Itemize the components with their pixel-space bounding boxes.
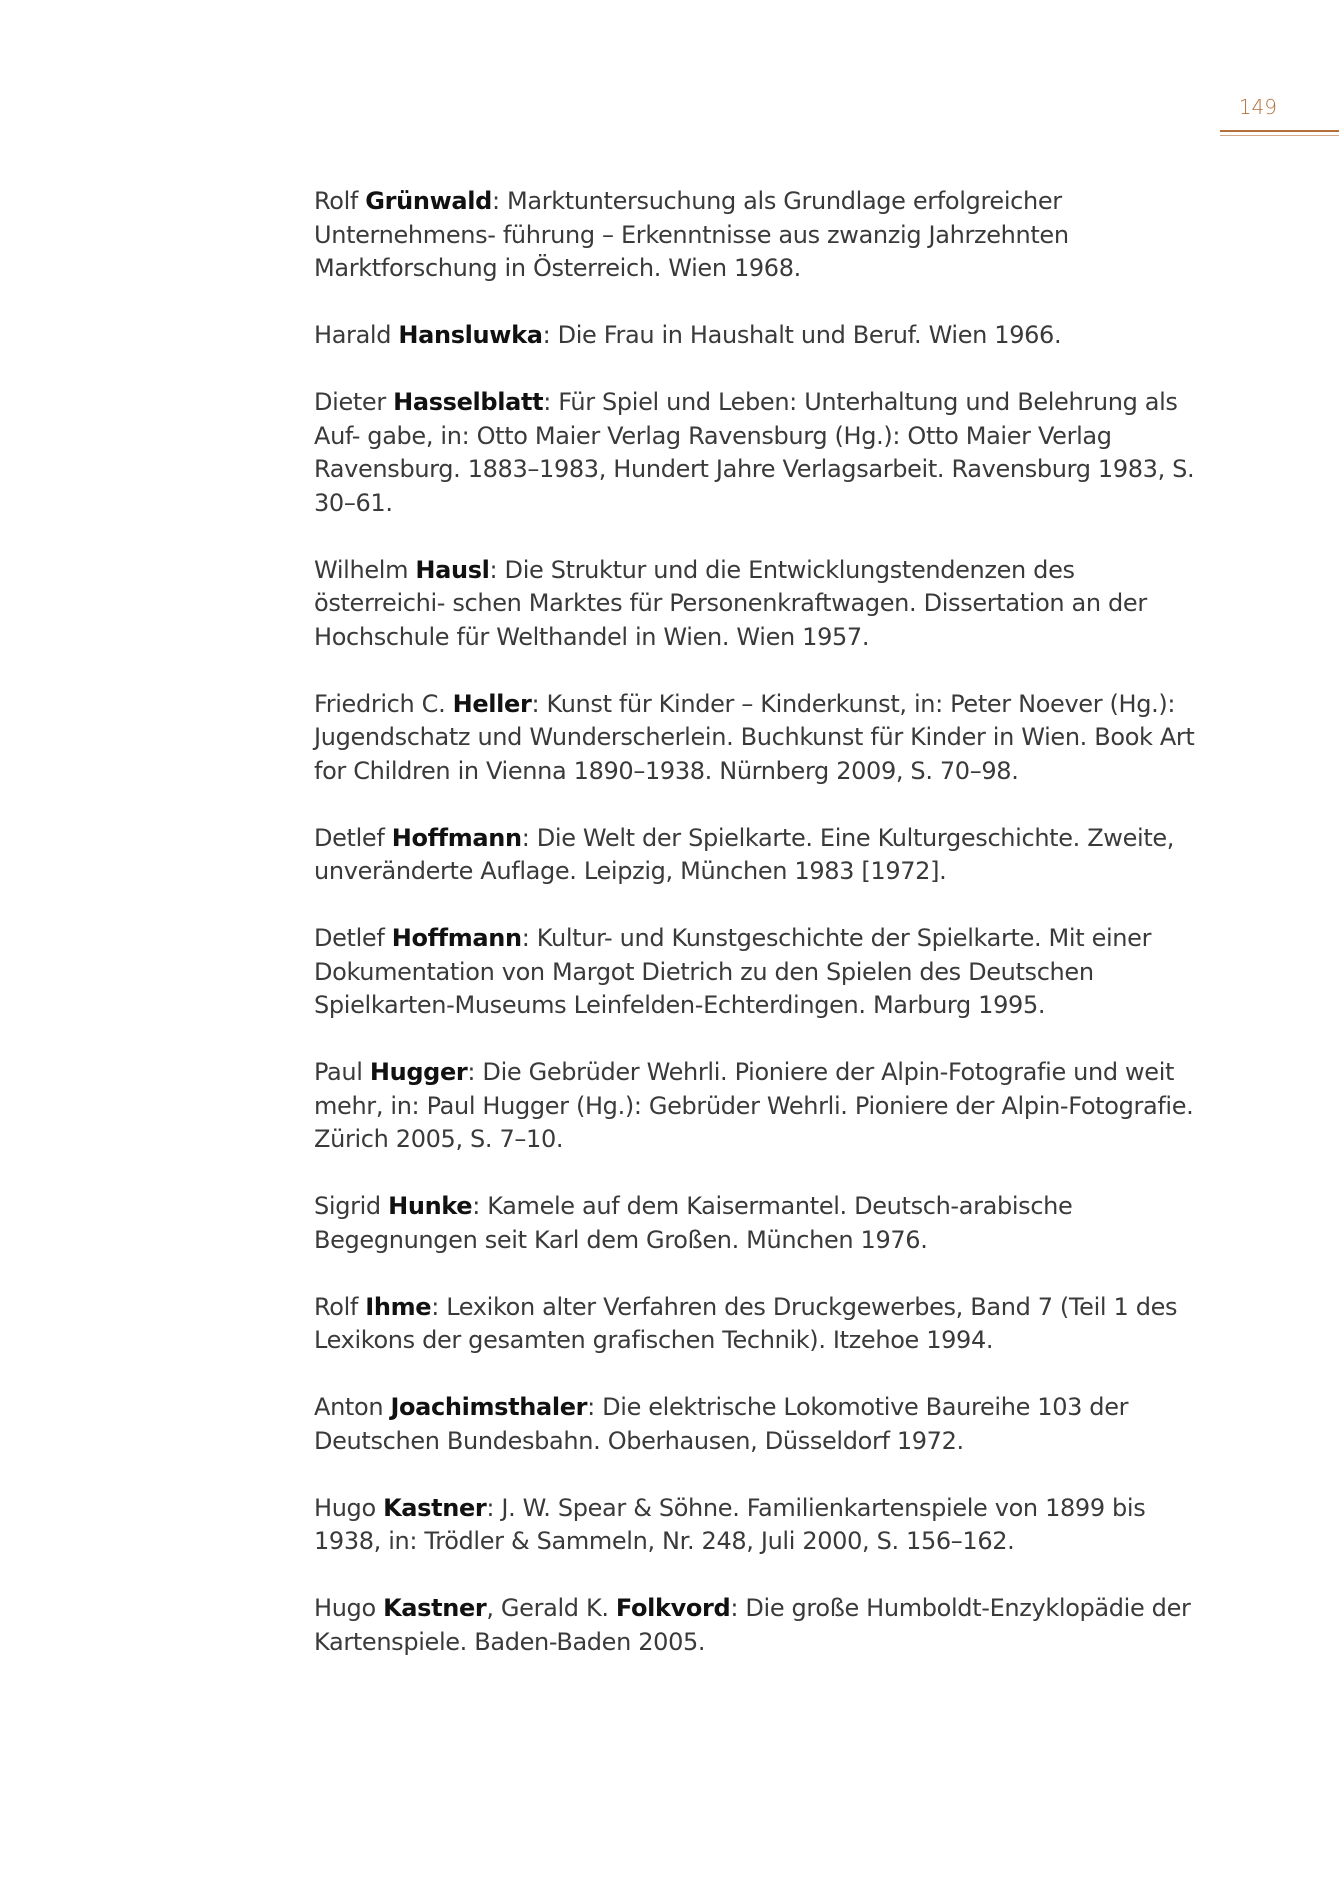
bibliography-list — [314, 185, 1204, 1693]
entry-text: : Kunst für Kinder – Kinderkunst, in: Peter Noever (Hg.): Jugendschatz und Wunderscherlein. Buchkunst für Kinder in Wien. Book Art for Children in Vienna 1890–1938. Nürnberg 2009, S. 70–98. — [314, 689, 1195, 785]
entry-text: : Die große Humboldt-Enzyklopädie der Kartenspiele. Baden-Baden 2005. — [314, 1594, 1191, 1656]
entry-text: : Die Gebrüder Wehrli. Pioniere der Alpin-Fotografie und weit mehr, in: Paul Hugger (Hg.): Gebrüder Wehrli. Pioniere der Alpin-Fotografie. Zürich 2005, S. 7–10. — [314, 1058, 1194, 1153]
author-surname: Kastner — [383, 1594, 487, 1622]
entry-text: : Die Welt der Spielkarte. Eine Kulturgeschichte. Zweite, unveränderte Auflage. Leipzig, München 1983 [1972]. — [314, 823, 1175, 885]
author-surname: Hoffmann — [391, 823, 522, 852]
bibliography-entry — [314, 1190, 1204, 1257]
entry-text: , Gerald K. — [486, 1594, 616, 1622]
entry-text: : Kultur- und Kunstgeschichte der Spielkarte. Mit einer Dokumentation von Margot Dietrich zu den Spielen des Deutschen Spielkarten-Museums Leinfelden-Echterdingen. Marburg 1995. — [314, 924, 1152, 1019]
bibliography-entry — [314, 1291, 1204, 1358]
entry-text: Dieter — [314, 388, 394, 416]
header-rule-thin — [1220, 135, 1339, 136]
author-surname: Kastner — [383, 1493, 487, 1522]
author-surname: Hansluwka — [398, 321, 543, 349]
entry-text: : Lexikon alter Verfahren des Druckgewerbes, Band 7 (Teil 1 des Lexikons der gesamten grafischen Technik). Itzehoe 1994. — [314, 1292, 1178, 1354]
entry-text: : Kamele auf dem Kaisermantel. Deutsch-arabische Begegnungen seit Karl dem Großen. München 1976. — [314, 1192, 1073, 1254]
entry-text: Wilhelm — [314, 555, 416, 584]
entry-text: : Die Frau in Haushalt und Beruf. Wien 1966. — [542, 321, 1062, 349]
bibliography-entry — [314, 1492, 1204, 1559]
author-surname: Grünwald — [365, 187, 492, 215]
entry-text: Hugo — [314, 1594, 384, 1622]
bibliography-entry — [314, 386, 1204, 520]
bibliography-entry — [314, 185, 1204, 286]
entry-text: : Die elektrische Lokomotive Baureihe 103 der Deutschen Bundesbahn. Oberhausen, Düsseldorf 1972. — [314, 1393, 1129, 1455]
entry-text: Harald — [314, 321, 399, 349]
bibliography-entry — [314, 1592, 1204, 1659]
author-surname: Hunke — [388, 1192, 473, 1220]
bibliography-entry — [314, 554, 1204, 655]
entry-text: Anton — [314, 1393, 391, 1421]
bibliography-entry — [314, 319, 1204, 353]
bibliography-entry — [314, 1056, 1204, 1157]
author-surname: Hoffmann — [391, 924, 522, 952]
entry-text: : Marktuntersuchung als Grundlage erfolgreicher Unternehmens- führung – Erkenntnisse aus zwanzig Jahrzehnten Marktforschung in Österreich. Wien 1968. — [314, 187, 1069, 282]
entry-text: Detlef — [314, 924, 392, 952]
author-surname: Heller — [452, 689, 532, 718]
bibliography-entry — [314, 1391, 1204, 1458]
bibliography-entry — [314, 688, 1204, 789]
entry-text: Friedrich C. — [314, 689, 453, 718]
entry-text: Hugo — [314, 1493, 384, 1522]
entry-text: Sigrid — [314, 1192, 389, 1220]
author-surname: Hugger — [369, 1058, 468, 1086]
entry-text: : Für Spiel und Leben: Unterhaltung und Belehrung als Auf- gabe, in: Otto Maier Verlag Ravensburg (Hg.): Otto Maier Verlag Ravensburg. 1883–1983, Hundert Jahre Verlagsarbeit. Ravensburg 1983, S. 30–61. — [314, 388, 1195, 517]
bibliography-entry — [314, 922, 1204, 1023]
entry-text: Detlef — [314, 823, 392, 852]
header-rule — [1220, 130, 1339, 132]
entry-text: : J. W. Spear & Söhne. Familienkartenspiele von 1899 bis 1938, in: Trödler & Sammeln, Nr. 248, Juli 2000, S. 156–162. — [314, 1493, 1146, 1555]
bibliography-entry — [314, 822, 1204, 889]
entry-text: Rolf — [314, 187, 366, 215]
author-surname: Joachimsthaler — [390, 1393, 588, 1421]
entry-text: Rolf — [314, 1292, 366, 1321]
author-surname: Hausl — [415, 555, 490, 584]
author-surname: Folkvord — [615, 1594, 731, 1622]
author-surname: Ihme — [365, 1292, 432, 1321]
entry-text: Paul — [314, 1058, 370, 1086]
entry-text: : Die Struktur und die Entwicklungstendenzen des österreichi- schen Marktes für Personenkraftwagen. Dissertation an der Hochschule für Welthandel in Wien. Wien 1957. — [314, 555, 1147, 651]
page-number: 149 — [1238, 95, 1277, 119]
author-surname: Hasselblatt — [393, 388, 544, 416]
